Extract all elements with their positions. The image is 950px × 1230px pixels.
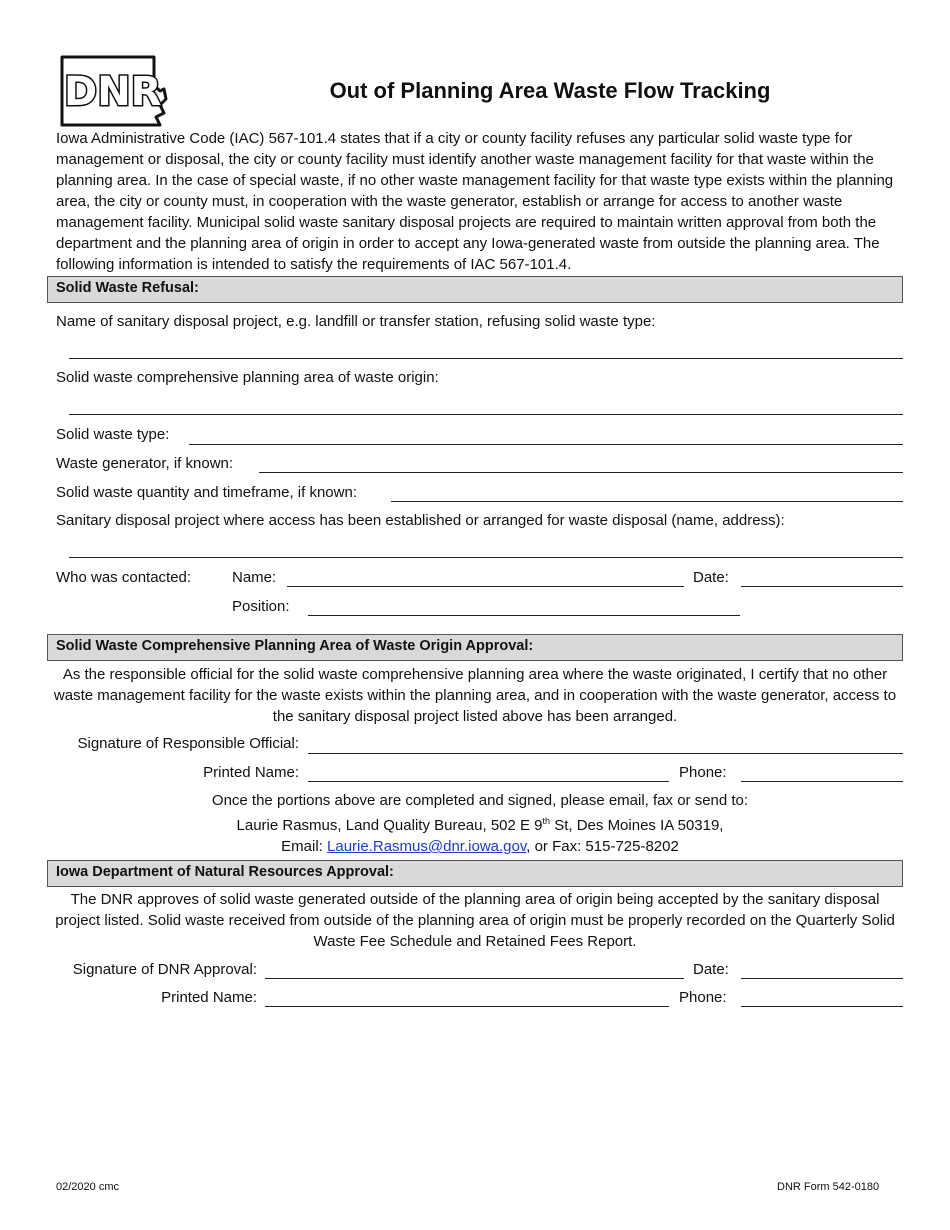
certify-text: As the responsible official for the solid waste comprehensive planning area where the waste originated, I certify that no other waste management facility for the waste exists within the planning area, and in cooperation with the waste generator, access to the sanitary disposal project listed above has been arranged. [53,666,897,725]
section-header-origin-approval-label: Solid Waste Comprehensive Planning Area of Waste Origin Approval: [56,638,534,654]
dnr-signature-label: Signature of DNR Approval: [72,961,257,978]
contact-position-field[interactable] [308,615,740,616]
name-project-label: Name of sanitary disposal project, e.g. landfill or transfer station, refusing solid waste type: [56,313,656,330]
send-address-start: Laurie Rasmus, Land Quality Bureau, 502 E 9 [236,817,543,834]
dnr-phone-field[interactable] [741,1006,903,1007]
contact-date-field[interactable] [741,586,903,587]
official-phone-field[interactable] [741,781,903,782]
logo-text: DNR [64,69,162,115]
footer-date-code: 02/2020 cmc [56,1181,119,1193]
access-field[interactable] [69,557,903,558]
quantity-field[interactable] [391,501,903,502]
send-line-1: Once the portions above are completed and signed, please email, fax or send to: [211,792,749,809]
generator-field[interactable] [259,472,903,473]
official-signature-field[interactable] [308,753,903,754]
dnr-logo [56,55,168,127]
access-label: Sanitary disposal project where access has been established or arranged for waste disposal (name, address): [56,512,785,529]
section-header-refusal [47,276,903,303]
dnr-date-label: Date: [693,961,729,978]
name-project-field[interactable] [69,358,903,359]
dnr-printed-name-label: Printed Name: [161,989,257,1006]
contacted-label: Who was contacted: [56,569,192,586]
section-header-refusal-label: Solid Waste Refusal: [56,280,199,296]
footer-form-number: DNR Form 542-0180 [777,1181,880,1193]
planning-area-label: Solid waste comprehensive planning area of waste origin: [56,369,439,386]
send-address-end: St, Des Moines IA 50319, [550,817,724,834]
send-address-sup: th [542,816,551,826]
contact-position-label: Position: [232,598,290,615]
intro-paragraph: Iowa Administrative Code (IAC) 567-101.4 states that if a city or county facility refuses any particular solid waste type for management or disposal, the city or county facility must identify another waste management facility for that waste within the planning area. In the case of special waste, if no other waste management facility for that waste type exists within the planning area, the city or county must, in cooperation with the waste generator, establish or arrange for access to another waste management facility. Municipal solid waste sanitary disposal projects are required to maintain written approval from both the department and the planning area of origin in order to accept any Iowa-generated waste from outside the planning area. The following information is intended to satisfy the requirements of IAC 567-101.4. [56,130,894,273]
waste-type-field[interactable] [189,444,903,445]
page-title: Out of Planning Area Waste Flow Tracking [329,78,771,103]
dnr-phone-label: Phone: [679,989,727,1006]
official-signature-label: Signature of Responsible Official: [77,735,299,752]
send-instructions [56,790,904,857]
quantity-label: Solid waste quantity and timeframe, if known: [56,484,357,501]
contact-name-field[interactable] [287,586,684,587]
waste-type-label: Solid waste type: [56,426,170,443]
dnr-date-field[interactable] [741,978,903,979]
dnr-printed-name-field[interactable] [265,1006,669,1007]
generator-label: Waste generator, if known: [56,455,234,472]
section-header-origin-approval [47,634,903,661]
dnr-approve-text: The DNR approves of solid waste generated outside of the planning area of origin being accepted by the sanitary disposal project listed. Solid waste received from outside of the planning area of origin must be properly recorded on the Quarterly Solid Waste Fee Schedule and Retained Fees Report. [55,891,895,950]
email-link[interactable]: Laurie.Rasmus@dnr.iowa.gov [327,838,527,855]
planning-area-field[interactable] [69,414,903,415]
send-line-2 [56,811,904,836]
email-prefix: Email: [281,838,328,855]
contact-date-label: Date: [693,569,729,586]
section-header-dnr-approval [47,860,903,887]
official-printed-name-field[interactable] [308,781,669,782]
official-phone-label: Phone: [679,764,727,781]
section-header-dnr-approval-label: Iowa Department of Natural Resources Approval: [56,864,394,880]
send-line-3 [56,836,904,857]
dnr-signature-field[interactable] [265,978,684,979]
fax-text: , or Fax: 515-725-8202 [526,838,679,855]
official-printed-name-label: Printed Name: [203,764,299,781]
contact-name-label: Name: [232,569,277,586]
